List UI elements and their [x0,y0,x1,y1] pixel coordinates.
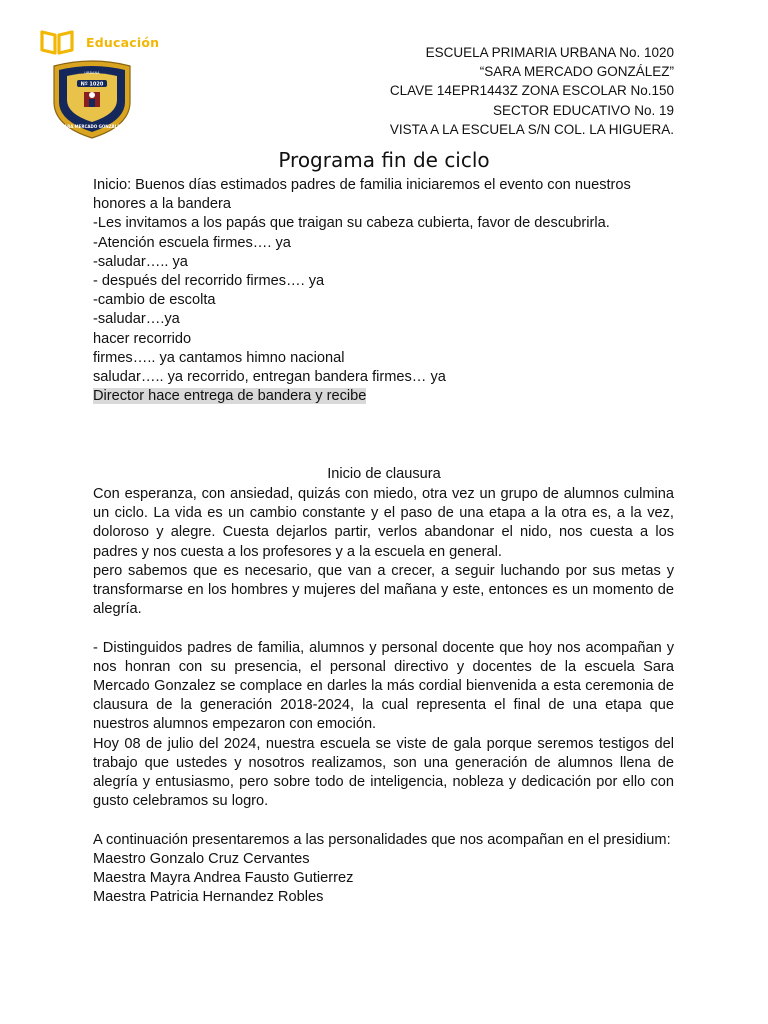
closing-section [93,485,674,907]
intro-section [93,176,674,406]
presidium-member: Maestra Patricia Hernandez Robles [93,889,324,906]
closing-paragraph: pero sabemos que es necesario, que van a crecer, a seguir luchando por sus metas y transformarse en los hombres y mujeres del mañana y este, entonces es un momento de alegría. [93,562,674,618]
intro-line: saludar….. ya recorrido, entregan bandera firmes… ya [93,369,446,386]
presidium-member: Maestra Mayra Andrea Fausto Gutierrez [93,870,354,887]
highlighted-line: Director hace entrega de bandera y recibe [93,388,367,405]
document-title: Programa fin de ciclo [278,148,490,172]
seal-ring-text: SARA MERCADO GONZÁLEZ [61,124,123,129]
seal-top-text: URBANA [84,71,100,75]
school-header [390,43,674,139]
header-line: SECTOR EDUCATIVO No. 19 [492,102,674,118]
closing-paragraph: A continuación presentaremos a las personalidades que nos acompañan en el presidium: [93,831,671,848]
intro-line: firmes….. ya cantamos himno nacional [93,349,345,366]
closing-paragraph: Con esperanza, con ansiedad, quizás con miedo, otra vez un grupo de alumnos culmina un ciclo. La vida es un cambio constante y el paso de una etapa a la otra es, a la vez, doloroso y alegre. Cuesta dejarlos partir, verlos abandonar el nido, nos cuesta a los padres y nos cuesta a los profesores y a la escuela en general. [93,486,674,560]
intro-line: -saludar….. ya [93,253,188,270]
header-line: CLAVE 14EPR1443Z ZONA ESCOLAR No.150 [389,83,674,99]
intro-line: - después del recorrido firmes…. ya [93,273,325,290]
brand-label: Educación [86,34,160,50]
closing-title: Inicio de clausura [327,466,441,482]
closing-paragraph: Hoy 08 de julio del 2024, nuestra escuela se viste de gala porque seremos testigos del trabajo que ustedes y nosotros realizamos, son una generación de alumnos llena de alegría y entusiasmo, pero sobre todo de inteligencia, nobleza y dedicación por ello con gusto celebramos su logro. [93,735,674,810]
presidium-member: Maestro Gonzalo Cruz Cervantes [93,850,310,867]
header-line: ESCUELA PRIMARIA URBANA No. 1020 [425,45,674,60]
closing-paragraph: - Distinguidos padres de familia, alumnos y personal docente que hoy nos acompañan y nos honran con su presencia, el personal directivo y docentes de la escuela Sara Mercado Gonzalez se complace en darles la más cordial bienvenida a esta ceremonia de clausura de la generación 2018-2024, la cual representa el final de una etapa que nuestros alumnos empezaron con emoción. [93,639,674,733]
intro-line: -saludar….ya [93,311,180,328]
intro-line: -cambio de escolta [93,292,216,309]
intro-line: hacer recorrido [93,330,192,347]
intro-line: -Les invitamos a los papás que traigan su cabeza cubierta, favor de descubrirla. [93,215,610,232]
intro-line: -Atención escuela firmes…. ya [93,234,291,251]
school-seal [50,58,134,140]
header-line: “SARA MERCADO GONZÁLEZ” [479,64,674,80]
header-line: VISTA A LA ESCUELA S/N COL. LA HIGUERA. [389,121,674,137]
educacion-logo [40,29,159,55]
seal-number: Nº 1020 [80,81,104,88]
intro-line: Inicio: Buenos días estimados padres de familia iniciaremos el evento con nuestros honores a la bandera [93,177,631,213]
open-book-icon [40,29,74,55]
